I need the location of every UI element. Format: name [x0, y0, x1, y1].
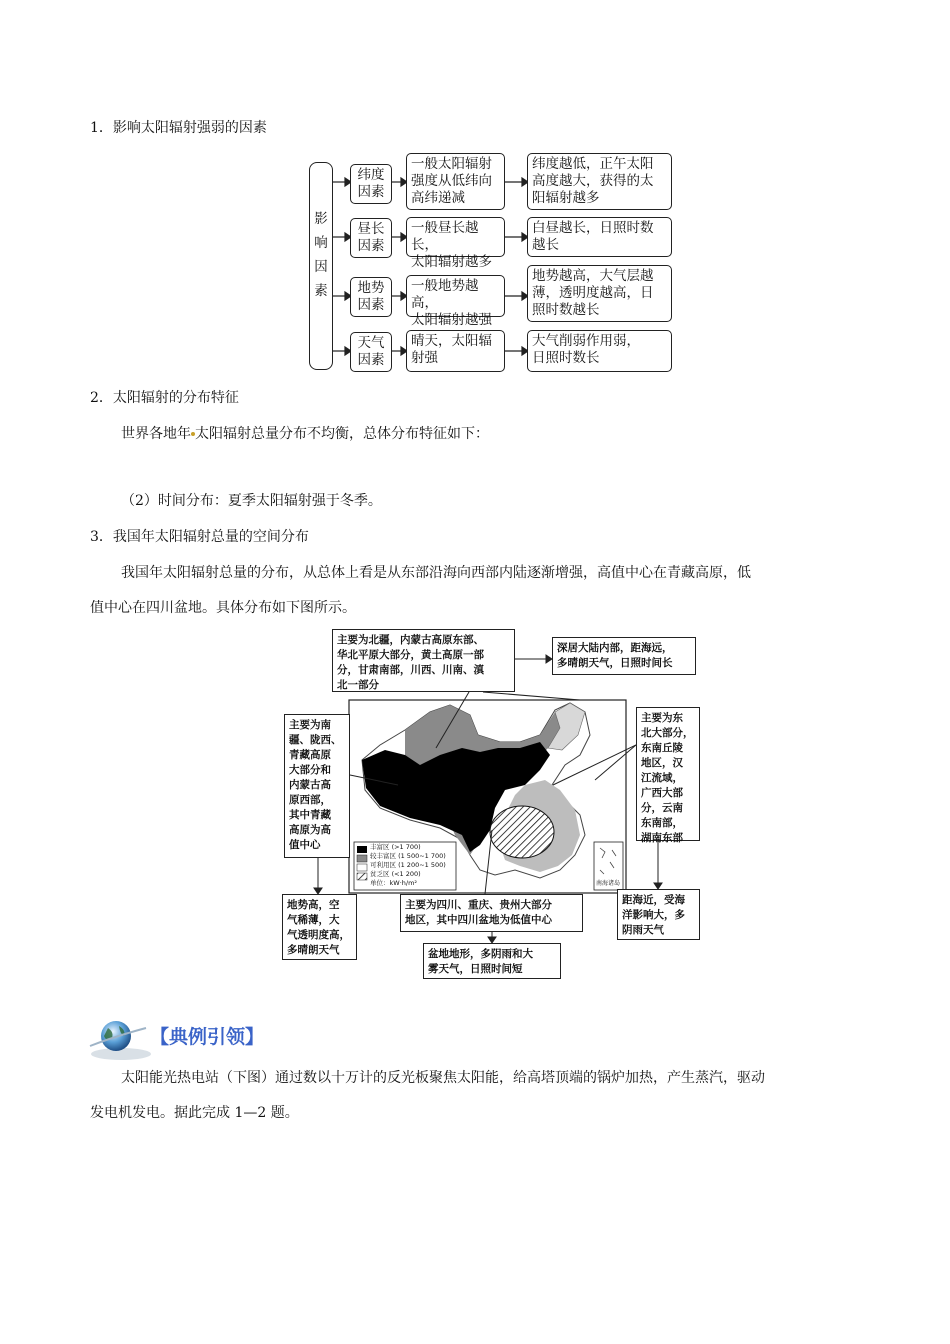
daylength-rule-box: 一般昼长越长， 太阳辐射越多: [406, 217, 505, 257]
map-legend: [370, 843, 446, 888]
map-left-box: 主要为南 疆、陇西、 青藏高原 大部分和 内蒙古高 原西部， 其中青藏 高原为高 值中心: [284, 714, 350, 858]
legend-item: 贫乏区 (<1 200): [370, 870, 421, 878]
terrain-effect-box: 地势越高，大气层越 薄，透明度越高，日 照时数越长: [527, 265, 672, 322]
daylength-effect-box: 白昼越长，日照时数 越长: [527, 217, 672, 257]
section-1-heading: 1．影响太阳辐射强弱的因素: [90, 120, 267, 136]
map-left-bottom-box: 地势高，空 气稀薄，大 气透明度高， 多晴朗天气: [282, 894, 357, 960]
legend-unit: 单位：kW·h/m²: [370, 879, 418, 887]
example-title: 【典例引领】: [150, 1026, 265, 1048]
latitude-factor-box: 纬度 因素: [350, 164, 392, 204]
section-3-paragraph-line2: 值中心在四川盆地。具体分布如下图所示。: [90, 600, 356, 616]
terrain-rule-box: 一般地势越高， 太阳辐射越强: [406, 275, 505, 317]
section-3-paragraph-line1: 我国年太阳辐射总量的分布，从总体上看是从东部沿海向西部内陆逐渐增强，高值中心在青藏高原，低: [121, 565, 751, 581]
weather-factor-box: 天气 因素: [350, 332, 392, 372]
map-right-box: 主要为东 北大部分， 东南丘陵 地区，汉 江流域， 广西大部 分，云南 东南部， 湖南东部: [636, 707, 700, 841]
latitude-rule-box: 一般太阳辐射 强度从低纬向 高纬递减: [406, 153, 505, 210]
section-2-heading: 2．太阳辐射的分布特征: [90, 390, 239, 406]
terrain-factor-box: 地势 因素: [350, 277, 392, 317]
weather-effect-box: 大气削弱作用弱， 日照时数长: [527, 330, 672, 372]
map-center-bottom-box: 盆地地形，多阴雨和大 雾天气，日照时间短: [423, 943, 561, 979]
example-paragraph-line2: 发电机发电。据此完成 1—2 题。: [90, 1105, 299, 1121]
weather-rule-box: 晴天，太阳辐 射强: [406, 330, 505, 372]
legend-item: 可利用区 (1 200~1 500): [370, 861, 446, 869]
factor-root-box: 影 响 因 素: [309, 162, 333, 370]
map-center-box: 主要为四川、重庆、贵州大部分 地区，其中四川盆地为低值中心: [400, 894, 583, 932]
map-right-bottom-box: 距海近，受海 洋影响大，多 阴雨天气: [617, 889, 700, 940]
map-top-right-box: 深居大陆内部，距海远， 多晴朗天气，日照时间长: [552, 637, 696, 675]
section-3-heading: 3．我国年太阳辐射总量的空间分布: [90, 529, 309, 545]
daylength-factor-box: 昼长 因素: [350, 218, 392, 258]
map-top-box: 主要为北疆，内蒙古高原东部、 华北平原大部分，黄土高原一部 分，甘肃南部，川西、川南、滇 北一部分: [332, 629, 515, 692]
inset-label: 南海诸岛: [596, 880, 621, 887]
globe-icon: [86, 1018, 156, 1064]
section-2-paragraph: 世界各地年 太阳辐射总量分布不均衡，总体分布特征如下：: [121, 426, 489, 442]
example-paragraph-line1: 太阳能光热电站（下图）通过数以十万计的反光板聚焦太阳能，给高塔顶端的锅炉加热，产生蒸汽，驱动: [121, 1070, 765, 1086]
time-distribution-item: （2）时间分布：夏季太阳辐射强于冬季。: [121, 493, 382, 509]
latitude-effect-box: 纬度越低，正午太阳 高度越大，获得的太 阳辐射越多: [527, 153, 672, 210]
legend-item: 丰富区 (>1 700): [370, 843, 421, 851]
legend-item: 较丰富区 (1 500~1 700): [370, 852, 446, 860]
